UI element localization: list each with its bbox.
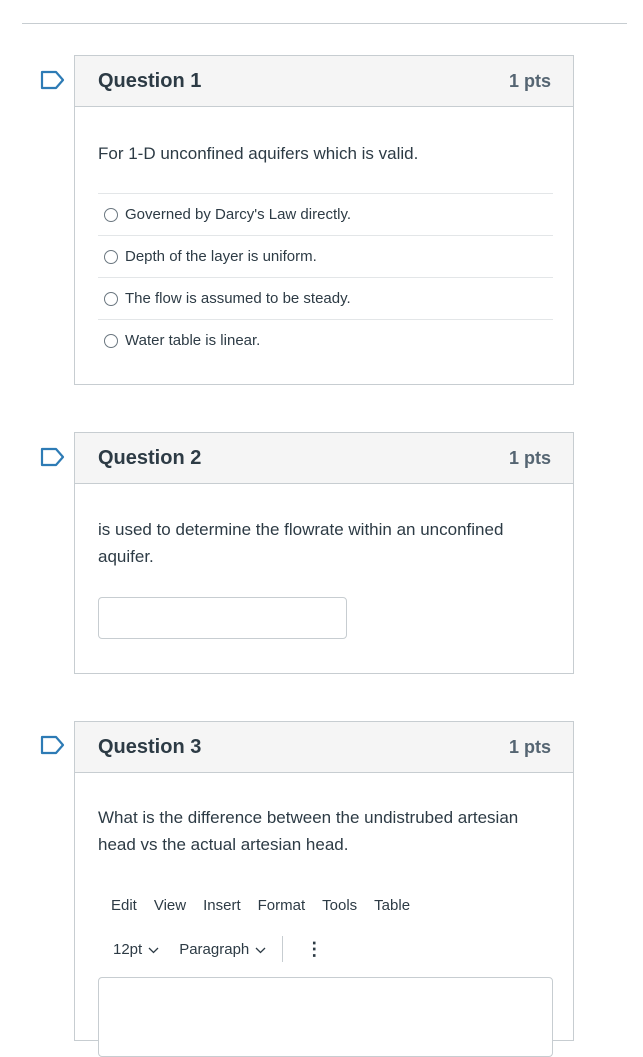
answer-label: Water table is linear. [125, 332, 261, 349]
answer-label: Depth of the layer is uniform. [125, 248, 317, 265]
editor-menubar [111, 897, 427, 914]
menu-table[interactable]: Table [374, 897, 411, 914]
question-3-header [75, 722, 573, 773]
menu-format[interactable]: Format [257, 897, 306, 914]
flag-question-icon[interactable] [40, 70, 66, 90]
question-title: Question 1 [98, 69, 202, 92]
question-text: For 1-D unconfined aquifers which is valid. [98, 144, 419, 163]
menu-edit[interactable]: Edit [111, 897, 137, 914]
rich-text-editor[interactable] [98, 977, 553, 1057]
question-text: What is the difference between the undistrubed artesian head vs the actual artesian head. [98, 808, 519, 854]
answer-label: Governed by Darcy's Law directly. [125, 206, 352, 223]
question-3-card [74, 721, 574, 1041]
question-points: 1 pts [508, 447, 551, 468]
question-title: Question 3 [98, 735, 202, 758]
answer-option[interactable] [98, 193, 553, 235]
question-2-header [75, 433, 573, 484]
top-divider [22, 23, 627, 24]
radio-button[interactable] [104, 208, 118, 222]
font-size-dropdown[interactable] [113, 941, 159, 958]
answer-option[interactable] [98, 319, 553, 361]
block-format-dropdown[interactable] [179, 941, 266, 958]
question-points: 1 pts [508, 70, 551, 91]
chevron-down-icon [255, 941, 266, 958]
radio-button[interactable] [104, 292, 118, 306]
answer-option[interactable] [98, 277, 553, 319]
menu-tools[interactable]: Tools [322, 897, 358, 914]
question-text: is used to determine the flowrate within an unconfined aquifer. [98, 520, 504, 566]
answer-option[interactable] [98, 235, 553, 277]
block-format-value: Paragraph [179, 940, 250, 958]
font-size-value: 12pt [113, 940, 143, 958]
question-1-card [74, 55, 574, 385]
answer-label: The flow is assumed to be steady. [125, 290, 351, 307]
menu-view[interactable]: View [153, 897, 187, 914]
question-1-header [75, 56, 573, 107]
chevron-down-icon [148, 941, 159, 958]
question-2-card [74, 432, 574, 674]
question-title: Question 2 [98, 446, 202, 469]
radio-button[interactable] [104, 334, 118, 348]
question-points: 1 pts [508, 736, 551, 757]
menu-insert[interactable]: Insert [203, 897, 241, 914]
editor-toolbar [113, 936, 323, 962]
more-options-icon[interactable]: ⋮ [305, 939, 324, 959]
fill-in-blank-input[interactable] [98, 597, 347, 639]
answer-list [98, 193, 553, 361]
flag-question-icon[interactable] [40, 735, 66, 755]
toolbar-divider [282, 936, 283, 962]
flag-question-icon[interactable] [40, 447, 66, 467]
radio-button[interactable] [104, 250, 118, 264]
